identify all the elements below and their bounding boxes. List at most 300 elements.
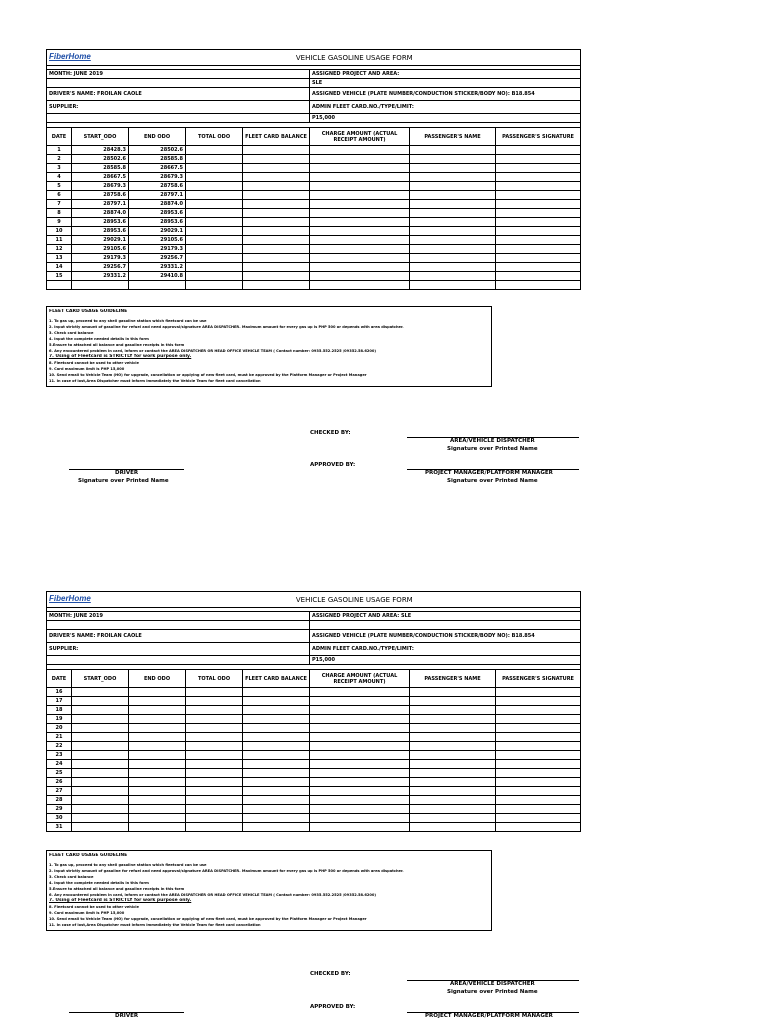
passenger-name-cell bbox=[410, 778, 496, 787]
end-odo-cell bbox=[129, 814, 186, 823]
month-label: MONTH: JUNE 2019 bbox=[47, 70, 310, 79]
assigned-vehicle: ASSIGNED VEHICLE (PLATE NUMBER/CONDUCTION STICKER/BODY NO): B18.854 bbox=[310, 630, 581, 643]
dispatcher-label: AREA/VEHICLE DISPATCHER bbox=[450, 981, 535, 987]
total-odo-cell bbox=[186, 760, 243, 769]
total-odo-cell bbox=[186, 209, 243, 218]
passenger-sig-cell bbox=[496, 200, 581, 209]
table-row bbox=[47, 688, 581, 697]
day-cell: 9 bbox=[47, 218, 72, 227]
charge-cell bbox=[310, 191, 410, 200]
charge-cell bbox=[310, 155, 410, 164]
passenger-sig-cell bbox=[496, 227, 581, 236]
fleet-balance-cell bbox=[243, 760, 310, 769]
day-cell: 16 bbox=[47, 688, 72, 697]
guideline-item: 7. Using of Fleetcard is STRICTLY for work purpose only. bbox=[49, 354, 192, 359]
fleet-balance-cell bbox=[243, 823, 310, 832]
passenger-name-cell bbox=[410, 227, 496, 236]
end-odo-cell bbox=[129, 733, 186, 742]
driver-label: DRIVER bbox=[115, 470, 139, 476]
passenger-name-cell bbox=[410, 796, 496, 805]
start-odo-cell bbox=[72, 760, 129, 769]
day-cell: 19 bbox=[47, 715, 72, 724]
table-row bbox=[47, 742, 581, 751]
charge-cell bbox=[310, 760, 410, 769]
table-row bbox=[47, 254, 581, 263]
start-odo-cell: 28585.8 bbox=[72, 164, 129, 173]
day-cell: 30 bbox=[47, 814, 72, 823]
charge-cell bbox=[310, 715, 410, 724]
start-odo-cell bbox=[72, 796, 129, 805]
col-date: DATE bbox=[47, 670, 72, 688]
charge-cell bbox=[310, 200, 410, 209]
day-cell: 28 bbox=[47, 796, 72, 805]
guideline-item: 9. Card maximum limit is PHP 15,000 bbox=[49, 911, 125, 915]
empty-cell bbox=[186, 281, 243, 290]
col-fleet-card-balance: FLEET CARD BALANCE bbox=[243, 128, 310, 146]
guideline-item: 4. Input the complete needed details in this form bbox=[49, 881, 149, 885]
guideline-item: 8. Fleetcard cannot be used to other vehicle bbox=[49, 361, 139, 365]
manager-sig-caption: Signature over Printed Name bbox=[447, 478, 538, 484]
passenger-name-cell bbox=[410, 688, 496, 697]
end-odo-cell bbox=[129, 823, 186, 832]
fleet-balance-cell bbox=[243, 155, 310, 164]
guideline-item: 1. To gas up, proceed to any shell gasoline station which fleetcard can be use bbox=[49, 863, 207, 867]
passenger-sig-cell bbox=[496, 733, 581, 742]
charge-cell bbox=[310, 173, 410, 182]
fleet-balance-cell bbox=[243, 778, 310, 787]
start-odo-cell: 29256.7 bbox=[72, 263, 129, 272]
table-row bbox=[47, 814, 581, 823]
day-cell: 4 bbox=[47, 173, 72, 182]
charge-cell bbox=[310, 182, 410, 191]
start-odo-cell: 29029.1 bbox=[72, 236, 129, 245]
start-odo-cell: 28953.6 bbox=[72, 218, 129, 227]
passenger-sig-cell bbox=[496, 164, 581, 173]
passenger-name-cell bbox=[410, 272, 496, 281]
table-row bbox=[47, 155, 581, 164]
fleet-balance-cell bbox=[243, 146, 310, 155]
col-total-odo: TOTAL ODO bbox=[186, 670, 243, 688]
start-odo-cell bbox=[72, 697, 129, 706]
fleet-balance-cell bbox=[243, 796, 310, 805]
total-odo-cell bbox=[186, 164, 243, 173]
passenger-name-cell bbox=[410, 742, 496, 751]
admin-card-limit: P15,000 bbox=[310, 114, 581, 123]
empty-cell bbox=[496, 281, 581, 290]
passenger-sig-cell bbox=[496, 742, 581, 751]
table-row bbox=[47, 760, 581, 769]
empty-cell bbox=[310, 281, 410, 290]
charge-cell bbox=[310, 778, 410, 787]
day-cell: 18 bbox=[47, 706, 72, 715]
empty-cell bbox=[410, 281, 496, 290]
end-odo-cell: 28953.6 bbox=[129, 218, 186, 227]
charge-cell bbox=[310, 254, 410, 263]
form-bottom bbox=[46, 591, 580, 832]
charge-cell bbox=[310, 706, 410, 715]
total-odo-cell bbox=[186, 272, 243, 281]
table-row bbox=[47, 769, 581, 778]
start-odo-cell bbox=[72, 787, 129, 796]
end-odo-cell: 28679.3 bbox=[129, 173, 186, 182]
end-odo-cell: 28502.6 bbox=[129, 146, 186, 155]
charge-cell bbox=[310, 146, 410, 155]
start-odo-cell bbox=[72, 814, 129, 823]
fleet-balance-cell bbox=[243, 272, 310, 281]
table-row bbox=[47, 778, 581, 787]
passenger-sig-cell bbox=[496, 263, 581, 272]
charge-cell bbox=[310, 227, 410, 236]
passenger-sig-cell bbox=[496, 697, 581, 706]
charge-cell bbox=[310, 236, 410, 245]
total-odo-cell bbox=[186, 173, 243, 182]
start-odo-cell: 28679.3 bbox=[72, 182, 129, 191]
start-odo-cell: 28428.3 bbox=[72, 146, 129, 155]
day-cell: 22 bbox=[47, 742, 72, 751]
form-top bbox=[46, 49, 580, 290]
passenger-sig-cell bbox=[496, 209, 581, 218]
passenger-sig-cell bbox=[496, 706, 581, 715]
charge-cell bbox=[310, 272, 410, 281]
guideline-item: 4. Input the complete needed details in this form bbox=[49, 337, 149, 341]
passenger-name-cell bbox=[410, 182, 496, 191]
day-cell: 1 bbox=[47, 146, 72, 155]
driver-name: DRIVER'S NAME: FROILAN CAOLE bbox=[47, 88, 310, 101]
table-row bbox=[47, 164, 581, 173]
total-odo-cell bbox=[186, 751, 243, 760]
end-odo-cell: 29105.6 bbox=[129, 236, 186, 245]
day-cell: 7 bbox=[47, 200, 72, 209]
driver-name: DRIVER'S NAME: FROILAN CAOLE bbox=[47, 630, 310, 643]
guideline-item: 6. Any encountered problem in card, inform or contact the AREA DISPATCHER OR HEAD OFFICE VEHICLE TEAM ( Contact number: 0935.552.2525 /09352.58.6200) bbox=[49, 349, 377, 353]
end-odo-cell bbox=[129, 688, 186, 697]
total-odo-cell bbox=[186, 688, 243, 697]
col-passenger-name: PASSENGER'S NAME bbox=[410, 128, 496, 146]
total-odo-cell bbox=[186, 778, 243, 787]
passenger-name-cell bbox=[410, 173, 496, 182]
day-cell: 13 bbox=[47, 254, 72, 263]
assigned-project-value: SLE bbox=[310, 79, 581, 88]
total-odo-cell bbox=[186, 814, 243, 823]
charge-cell bbox=[310, 245, 410, 254]
total-odo-cell bbox=[186, 796, 243, 805]
passenger-sig-cell bbox=[496, 787, 581, 796]
table-row bbox=[47, 805, 581, 814]
col-end-odo: END ODO bbox=[129, 670, 186, 688]
passenger-sig-cell bbox=[496, 245, 581, 254]
passenger-sig-cell bbox=[496, 805, 581, 814]
passenger-name-cell bbox=[410, 814, 496, 823]
admin-card-label: ADMIN FLEET CARD.NO./TYPE/LIMIT: bbox=[310, 101, 581, 114]
column-header-row bbox=[47, 128, 581, 146]
charge-cell bbox=[310, 796, 410, 805]
fleet-balance-cell bbox=[243, 182, 310, 191]
charge-cell bbox=[310, 769, 410, 778]
passenger-name-cell bbox=[410, 155, 496, 164]
total-odo-cell bbox=[186, 697, 243, 706]
charge-cell bbox=[310, 787, 410, 796]
table-row bbox=[47, 191, 581, 200]
supplier-label: SUPPLIER: bbox=[47, 101, 310, 114]
fleet-balance-cell bbox=[243, 724, 310, 733]
passenger-sig-cell bbox=[496, 724, 581, 733]
col-passenger-signature: PASSENGER'S SIGNATURE bbox=[496, 670, 581, 688]
empty-cell bbox=[72, 281, 129, 290]
charge-cell bbox=[310, 823, 410, 832]
charge-cell bbox=[310, 697, 410, 706]
col-end-odo: END ODO bbox=[129, 128, 186, 146]
end-odo-cell: 28797.1 bbox=[129, 191, 186, 200]
fleet-balance-cell bbox=[243, 227, 310, 236]
passenger-sig-cell bbox=[496, 814, 581, 823]
end-odo-cell bbox=[129, 778, 186, 787]
manager-label: PROJECT MANAGER/PLATFORM MANAGER bbox=[425, 1013, 553, 1019]
total-odo-cell bbox=[186, 787, 243, 796]
start-odo-cell bbox=[72, 769, 129, 778]
fleet-balance-cell bbox=[243, 742, 310, 751]
fleet-balance-cell bbox=[243, 263, 310, 272]
driver-sig-caption: Signature over Printed Name bbox=[78, 478, 169, 484]
table-row bbox=[47, 751, 581, 760]
guideline-item: 9. Card maximum limit is PHP 15,000 bbox=[49, 367, 125, 371]
total-odo-cell bbox=[186, 805, 243, 814]
passenger-name-cell bbox=[410, 245, 496, 254]
start-odo-cell: 28502.6 bbox=[72, 155, 129, 164]
passenger-name-cell bbox=[410, 769, 496, 778]
total-odo-cell bbox=[186, 706, 243, 715]
end-odo-cell: 28874.0 bbox=[129, 200, 186, 209]
start-odo-cell: 28874.0 bbox=[72, 209, 129, 218]
end-odo-cell bbox=[129, 751, 186, 760]
fleet-balance-cell bbox=[243, 209, 310, 218]
col-charge-amount: CHARGE AMOUNT (ACTUAL RECEIPT AMOUNT) bbox=[310, 128, 410, 146]
empty-cell bbox=[243, 281, 310, 290]
guideline-item: 5.Ensure to attached all balance and gasoline receipts in this form bbox=[49, 343, 185, 347]
passenger-name-cell bbox=[410, 733, 496, 742]
guideline-item: 6. Any encountered problem in card, inform or contact the AREA DISPATCHER OR HEAD OFFICE VEHICLE TEAM ( Contact number: 0935.552.2525 /09352.58.6200) bbox=[49, 893, 377, 897]
day-cell: 6 bbox=[47, 191, 72, 200]
end-odo-cell bbox=[129, 724, 186, 733]
table-row bbox=[47, 706, 581, 715]
passenger-sig-cell bbox=[496, 715, 581, 724]
fleet-balance-cell bbox=[243, 706, 310, 715]
passenger-name-cell bbox=[410, 760, 496, 769]
day-cell: 8 bbox=[47, 209, 72, 218]
start-odo-cell bbox=[72, 778, 129, 787]
table-row bbox=[47, 173, 581, 182]
passenger-sig-cell bbox=[496, 218, 581, 227]
table-row bbox=[47, 182, 581, 191]
day-cell: 20 bbox=[47, 724, 72, 733]
day-cell: 26 bbox=[47, 778, 72, 787]
end-odo-cell: 29410.8 bbox=[129, 272, 186, 281]
table-row bbox=[47, 823, 581, 832]
total-odo-cell bbox=[186, 263, 243, 272]
charge-cell bbox=[310, 724, 410, 733]
end-odo-cell bbox=[129, 769, 186, 778]
passenger-name-cell bbox=[410, 209, 496, 218]
passenger-name-cell bbox=[410, 751, 496, 760]
guideline-title: FLEET CARD USAGE GUIDELINE bbox=[49, 309, 128, 314]
passenger-sig-cell bbox=[496, 254, 581, 263]
start-odo-cell: 29179.3 bbox=[72, 254, 129, 263]
charge-cell bbox=[310, 733, 410, 742]
passenger-sig-cell bbox=[496, 760, 581, 769]
start-odo-cell: 29105.6 bbox=[72, 245, 129, 254]
day-cell: 11 bbox=[47, 236, 72, 245]
table-row bbox=[47, 281, 581, 290]
passenger-sig-cell bbox=[496, 146, 581, 155]
end-odo-cell bbox=[129, 697, 186, 706]
table-row bbox=[47, 236, 581, 245]
passenger-name-cell bbox=[410, 218, 496, 227]
form-header-table bbox=[46, 591, 581, 832]
passenger-name-cell bbox=[410, 724, 496, 733]
start-odo-cell bbox=[72, 742, 129, 751]
dispatcher-sig-caption: Signature over Printed Name bbox=[447, 446, 538, 452]
assigned-vehicle: ASSIGNED VEHICLE (PLATE NUMBER/CONDUCTION STICKER/BODY NO): B18.854 bbox=[310, 88, 581, 101]
fleet-balance-cell bbox=[243, 245, 310, 254]
end-odo-cell: 28585.8 bbox=[129, 155, 186, 164]
table-row bbox=[47, 227, 581, 236]
day-cell: 27 bbox=[47, 787, 72, 796]
fiberhome-logo: FiberHome bbox=[49, 594, 91, 603]
end-odo-cell: 28953.6 bbox=[129, 209, 186, 218]
guideline-box-top bbox=[46, 306, 492, 387]
passenger-sig-cell bbox=[496, 823, 581, 832]
passenger-name-cell bbox=[410, 263, 496, 272]
day-cell: 3 bbox=[47, 164, 72, 173]
passenger-sig-cell bbox=[496, 778, 581, 787]
guideline-item: 2. Input strictly amount of gasoline for refuel and need approval/signature AREA DISPATCHER. Maximum amount for every gas up is PHP 500 or depends with area dispatcher. bbox=[49, 869, 404, 873]
charge-cell bbox=[310, 688, 410, 697]
passenger-sig-cell bbox=[496, 236, 581, 245]
day-cell: 12 bbox=[47, 245, 72, 254]
table-row bbox=[47, 715, 581, 724]
guideline-item: 10. Send email to Vehicle Team (HO) for upgrade, cancellation or applying of new fleet card, must be approved by the Platform Manager or Project Manager bbox=[49, 373, 367, 377]
start-odo-cell: 29331.2 bbox=[72, 272, 129, 281]
start-odo-cell bbox=[72, 823, 129, 832]
total-odo-cell bbox=[186, 191, 243, 200]
end-odo-cell: 28667.5 bbox=[129, 164, 186, 173]
charge-cell bbox=[310, 164, 410, 173]
passenger-sig-cell bbox=[496, 173, 581, 182]
col-start-odo: START_ODO bbox=[72, 670, 129, 688]
total-odo-cell bbox=[186, 200, 243, 209]
approved-by-label: APPROVED BY: bbox=[310, 1004, 356, 1010]
charge-cell bbox=[310, 209, 410, 218]
end-odo-cell bbox=[129, 742, 186, 751]
fleet-balance-cell bbox=[243, 805, 310, 814]
fleet-balance-cell bbox=[243, 733, 310, 742]
supplier-label: SUPPLIER: bbox=[47, 643, 310, 656]
passenger-sig-cell bbox=[496, 796, 581, 805]
start-odo-cell bbox=[72, 733, 129, 742]
fleet-balance-cell bbox=[243, 697, 310, 706]
table-row bbox=[47, 146, 581, 155]
guideline-item: 8. Fleetcard cannot be used to other vehicle bbox=[49, 905, 139, 909]
day-cell: 17 bbox=[47, 697, 72, 706]
fleet-balance-cell bbox=[243, 787, 310, 796]
fleet-balance-cell bbox=[243, 254, 310, 263]
start-odo-cell: 28797.1 bbox=[72, 200, 129, 209]
passenger-name-cell bbox=[410, 146, 496, 155]
start-odo-cell bbox=[72, 706, 129, 715]
start-odo-cell bbox=[72, 805, 129, 814]
total-odo-cell bbox=[186, 724, 243, 733]
table-row bbox=[47, 218, 581, 227]
end-odo-cell bbox=[129, 760, 186, 769]
total-odo-cell bbox=[186, 823, 243, 832]
day-cell: 25 bbox=[47, 769, 72, 778]
guideline-item: 7. Using of Fleetcard is STRICTLY for work purpose only. bbox=[49, 898, 192, 903]
day-cell: 15 bbox=[47, 272, 72, 281]
day-cell: 31 bbox=[47, 823, 72, 832]
total-odo-cell bbox=[186, 245, 243, 254]
form-title: VEHICLE GASOLINE USAGE FORM bbox=[129, 592, 581, 608]
day-cell: 5 bbox=[47, 182, 72, 191]
charge-cell bbox=[310, 805, 410, 814]
total-odo-cell bbox=[186, 218, 243, 227]
guideline-box-bottom bbox=[46, 850, 492, 931]
guideline-item: 11. In case of lost,Area Dispatcher must inform immediately the Vehicle Team for fleet card cancellation bbox=[49, 379, 261, 383]
dispatcher-sig-caption: Signature over Printed Name bbox=[447, 989, 538, 995]
start-odo-cell: 28758.6 bbox=[72, 191, 129, 200]
total-odo-cell bbox=[186, 742, 243, 751]
manager-label: PROJECT MANAGER/PLATFORM MANAGER bbox=[425, 470, 553, 476]
passenger-name-cell bbox=[410, 236, 496, 245]
day-cell: 10 bbox=[47, 227, 72, 236]
charge-cell bbox=[310, 751, 410, 760]
table-row bbox=[47, 733, 581, 742]
table-row bbox=[47, 724, 581, 733]
day-cell: 14 bbox=[47, 263, 72, 272]
fleet-balance-cell bbox=[243, 715, 310, 724]
day-cell: 23 bbox=[47, 751, 72, 760]
end-odo-cell bbox=[129, 796, 186, 805]
total-odo-cell bbox=[186, 254, 243, 263]
col-passenger-signature: PASSENGER'S SIGNATURE bbox=[496, 128, 581, 146]
passenger-name-cell bbox=[410, 200, 496, 209]
start-odo-cell bbox=[72, 688, 129, 697]
col-passenger-name: PASSENGER'S NAME bbox=[410, 670, 496, 688]
col-fleet-card-balance: FLEET CARD BALANCE bbox=[243, 670, 310, 688]
end-odo-cell: 29029.1 bbox=[129, 227, 186, 236]
col-start-odo: START_ODO bbox=[72, 128, 129, 146]
empty-cell bbox=[47, 281, 72, 290]
assigned-project-label: ASSIGNED PROJECT AND AREA: SLE bbox=[310, 612, 581, 621]
fleet-balance-cell bbox=[243, 236, 310, 245]
approved-by-label: APPROVED BY: bbox=[310, 462, 356, 468]
passenger-sig-cell bbox=[496, 191, 581, 200]
fleet-balance-cell bbox=[243, 218, 310, 227]
passenger-name-cell bbox=[410, 697, 496, 706]
fleet-balance-cell bbox=[243, 200, 310, 209]
month-label: MONTH: JUNE 2019 bbox=[47, 612, 310, 621]
guideline-item: 2. Input strictly amount of gasoline for refuel and need approval/signature AREA DISPATCHER. Maximum amount for every gas up is PHP 500 or depends with area dispatcher. bbox=[49, 325, 404, 329]
end-odo-cell bbox=[129, 787, 186, 796]
end-odo-cell: 29256.7 bbox=[129, 254, 186, 263]
column-header-row bbox=[47, 670, 581, 688]
guideline-item: 11. In case of lost,Area Dispatcher must inform immediately the Vehicle Team for fleet card cancellation bbox=[49, 923, 261, 927]
passenger-name-cell bbox=[410, 191, 496, 200]
table-row bbox=[47, 245, 581, 254]
passenger-name-cell bbox=[410, 805, 496, 814]
driver-label: DRIVER bbox=[115, 1013, 139, 1019]
guideline-item: 5.Ensure to attached all balance and gasoline receipts in this form bbox=[49, 887, 185, 891]
table-row bbox=[47, 263, 581, 272]
fleet-balance-cell bbox=[243, 688, 310, 697]
